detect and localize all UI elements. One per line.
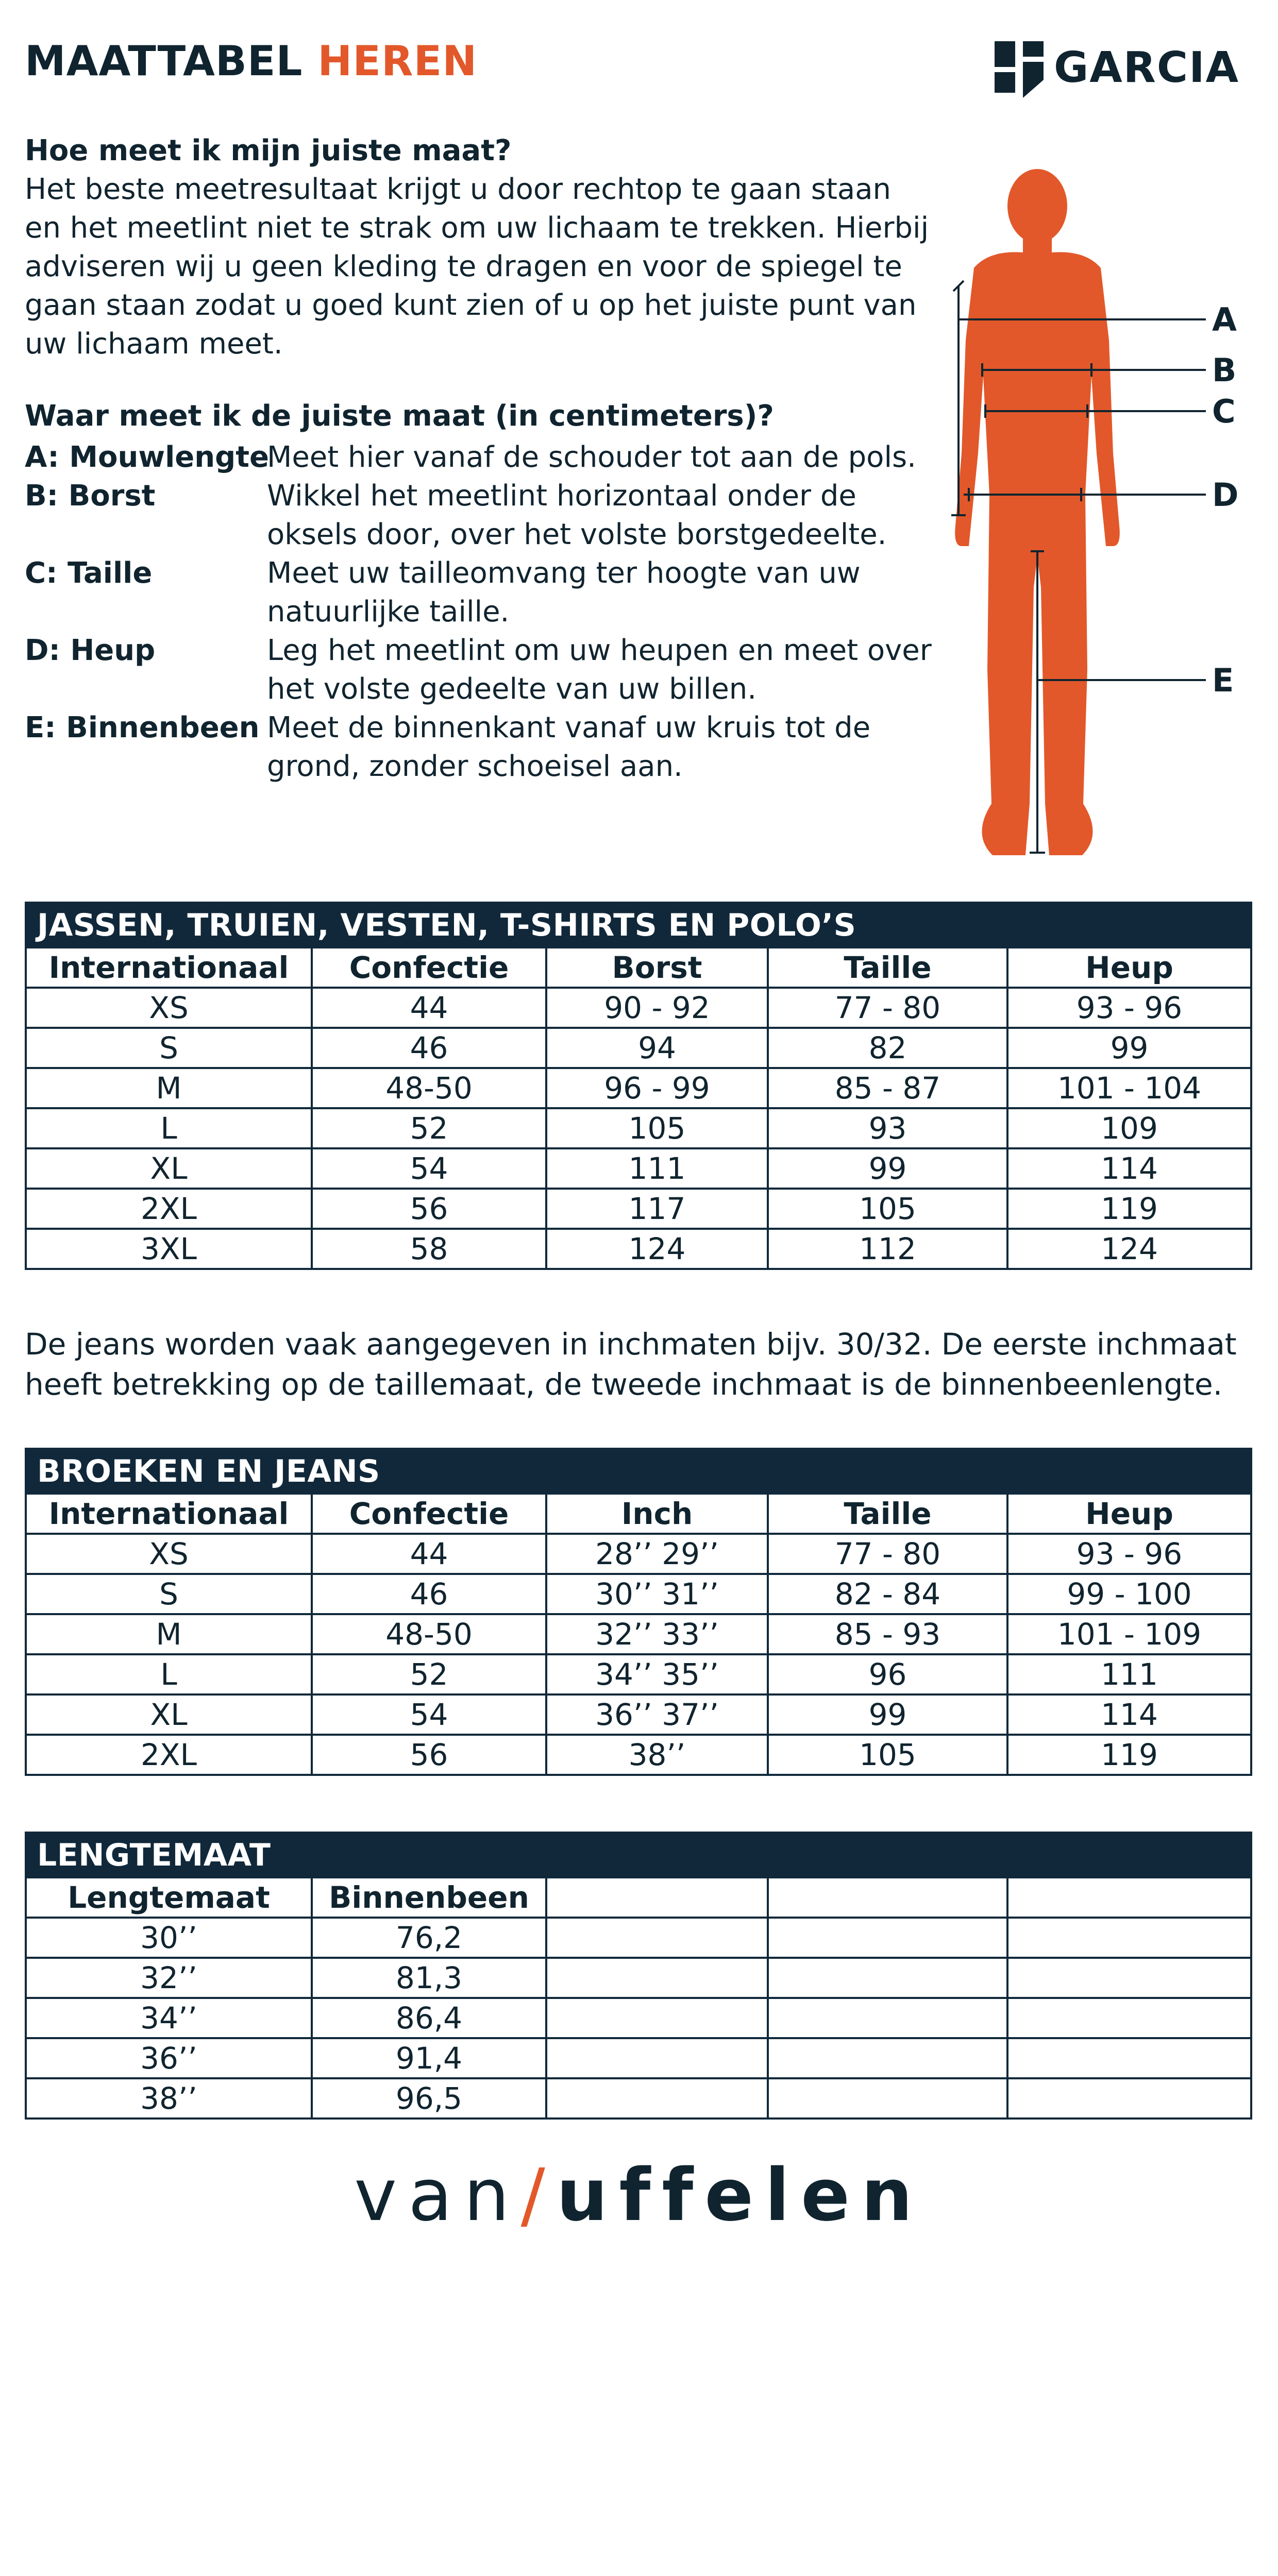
label-b: B <box>1212 351 1237 389</box>
measure-desc: Meet hier vanaf de schouder tot aan de pols. <box>267 440 916 474</box>
table-cell <box>1007 1998 1251 2038</box>
column-header: Binnenbeen <box>312 1877 546 1918</box>
table-cell: 93 - 96 <box>1007 1534 1251 1574</box>
table-cell: 94 <box>546 1028 768 1068</box>
column-header: Confectie <box>312 1494 546 1534</box>
table-header-row <box>26 947 1251 988</box>
table-cell: 52 <box>312 1654 546 1694</box>
title-accent: HEREN <box>317 37 478 85</box>
table-cell: 85 - 93 <box>768 1614 1007 1654</box>
table-cell: 99 <box>768 1694 1007 1735</box>
table-cell: 38’’ <box>26 2078 312 2119</box>
table-header-row <box>26 1494 1251 1534</box>
table-row <box>26 1534 1251 1574</box>
table-cell: 32’’ 33’’ <box>546 1614 768 1654</box>
table-title: JASSEN, TRUIEN, VESTEN, T-SHIRTS EN POLO’S <box>26 903 1251 947</box>
logo-part-uffelen: uffelen <box>556 2154 924 2238</box>
table-cell: 36’’ 37’’ <box>546 1694 768 1735</box>
table-row <box>26 1148 1251 1189</box>
table-cell: 124 <box>1007 1229 1251 1269</box>
table-row <box>26 1614 1251 1654</box>
table-cell: 99 - 100 <box>1007 1574 1251 1614</box>
measure-key: D: Heup <box>25 634 156 667</box>
table-cell: 44 <box>312 1534 546 1574</box>
table-row <box>26 1068 1251 1108</box>
column-header: Heup <box>1007 1494 1251 1534</box>
table-cell: 46 <box>312 1028 546 1068</box>
table-cell: 30’’ <box>26 1918 312 1958</box>
measure-key: A: Mouwlengte <box>25 440 269 474</box>
table-cell: 90 - 92 <box>546 988 768 1028</box>
table-cell: 112 <box>768 1229 1007 1269</box>
jeans-note: De jeans worden vaak aangegeven in inchmaten bijv. 30/32. De eerste inchmaat heeft betrekking op de taillemaat, de tweede inchmaat is de binnenbeenlengte. <box>25 1327 1237 1402</box>
table-row <box>26 1918 1251 1958</box>
title-main: MAATTABEL <box>25 37 303 85</box>
table-cell: L <box>26 1108 312 1148</box>
table-cell: XL <box>26 1148 312 1189</box>
table-cell <box>546 1958 768 1998</box>
measure-key: B: Borst <box>25 479 156 513</box>
column-header: Inch <box>546 1494 768 1534</box>
table-cell <box>768 2078 1007 2119</box>
table-cell: 109 <box>1007 1108 1251 1148</box>
body-figure <box>917 165 1278 876</box>
measure-desc: Meet uw tailleomvang ter hoogte van uw natuurlijke taille. <box>267 556 861 629</box>
table-row <box>26 2078 1251 2119</box>
table-cell: 2XL <box>26 1189 312 1229</box>
table-cell: M <box>26 1614 312 1654</box>
table-cell: XL <box>26 1694 312 1735</box>
intro-question: Hoe meet ik mijn juiste maat? <box>25 134 512 167</box>
label-a: A <box>1212 301 1237 338</box>
column-header <box>768 1877 1007 1918</box>
table-cell: XS <box>26 1534 312 1574</box>
table-cell: S <box>26 1028 312 1068</box>
table-cell: 81,3 <box>312 1958 546 1998</box>
table-cell: 124 <box>546 1229 768 1269</box>
table-cell: 54 <box>312 1694 546 1735</box>
table-cell: 56 <box>312 1735 546 1775</box>
table-cell: 2XL <box>26 1735 312 1775</box>
table-row <box>26 1654 1251 1694</box>
logo-part-van: van <box>354 2154 521 2238</box>
table-cell <box>768 1918 1007 1958</box>
column-header: Taille <box>768 947 1007 988</box>
table-cell: 32’’ <box>26 1958 312 1998</box>
column-header: Borst <box>546 947 768 988</box>
table-cell: 56 <box>312 1189 546 1229</box>
table-cell: 52 <box>312 1108 546 1148</box>
table-cell: 58 <box>312 1229 546 1269</box>
measure-desc: Leg het meetlint om uw heupen en meet over het volste gedeelte van uw billen. <box>267 634 932 706</box>
table-cell: 36’’ <box>26 2038 312 2078</box>
table-row <box>26 1735 1251 1775</box>
table-cell: 96 <box>768 1654 1007 1694</box>
table-pants <box>25 1448 1252 1776</box>
table-cell <box>768 1998 1007 2038</box>
table-cell: 3XL <box>26 1229 312 1269</box>
table-cell <box>768 2038 1007 2078</box>
column-header <box>546 1877 768 1918</box>
table-cell: 101 - 109 <box>1007 1614 1251 1654</box>
measure-question: Waar meet ik de juiste maat (in centimeters)? <box>25 399 774 433</box>
table-row <box>26 1958 1251 1998</box>
table-cell: 111 <box>546 1148 768 1189</box>
table-cell: 48-50 <box>312 1614 546 1654</box>
table-cell: 44 <box>312 988 546 1028</box>
table-cell: 82 <box>768 1028 1007 1068</box>
table-cell: 96,5 <box>312 2078 546 2119</box>
table-row <box>26 1189 1251 1229</box>
table-length <box>25 1832 1252 2120</box>
table-cell: 117 <box>546 1189 768 1229</box>
brand-name: GARCIA <box>1054 43 1240 92</box>
table-row <box>26 1574 1251 1614</box>
table-cell: 96 - 99 <box>546 1068 768 1108</box>
body-silhouette-icon <box>917 165 1278 876</box>
table-cell <box>1007 1918 1251 1958</box>
table-row <box>26 1998 1251 2038</box>
table-cell: 93 <box>768 1108 1007 1148</box>
table-cell: 101 - 104 <box>1007 1068 1251 1108</box>
table-cell: 93 - 96 <box>1007 988 1251 1028</box>
table-cell <box>1007 2078 1251 2119</box>
table-cell: 111 <box>1007 1654 1251 1694</box>
table-cell: 48-50 <box>312 1068 546 1108</box>
measure-key: C: Taille <box>25 556 153 590</box>
table-cell <box>1007 1958 1251 1998</box>
measure-desc: Meet de binnenkant vanaf uw kruis tot de grond, zonder schoeisel aan. <box>267 711 871 783</box>
table-cell: 77 - 80 <box>768 1534 1007 1574</box>
column-header: Internationaal <box>26 1494 312 1534</box>
garcia-mark-icon <box>995 41 1046 98</box>
garcia-logo <box>995 41 1240 98</box>
table-cell <box>1007 2038 1251 2078</box>
table-cell <box>546 2038 768 2078</box>
table-row <box>26 1108 1251 1148</box>
table-cell: 86,4 <box>312 1998 546 2038</box>
table-cell: 114 <box>1007 1694 1251 1735</box>
table-cell: 82 - 84 <box>768 1574 1007 1614</box>
table-cell: 54 <box>312 1148 546 1189</box>
table-cell: 46 <box>312 1574 546 1614</box>
table-cell: 114 <box>1007 1148 1251 1189</box>
table-cell <box>546 1918 768 1958</box>
table-cell: M <box>26 1068 312 1108</box>
table-cell: 105 <box>768 1189 1007 1229</box>
table-cell: 99 <box>768 1148 1007 1189</box>
table-cell: L <box>26 1654 312 1694</box>
table-cell <box>546 2078 768 2119</box>
table-cell: 85 - 87 <box>768 1068 1007 1108</box>
table-cell: 91,4 <box>312 2038 546 2078</box>
table-cell: 105 <box>546 1108 768 1148</box>
column-header: Confectie <box>312 947 546 988</box>
table-jackets <box>25 902 1252 1270</box>
measure-key: E: Binnenbeen <box>25 711 260 744</box>
intro-text: Het beste meetresultaat krijgt u door rechtop te gaan staan en het meetlint niet te strak om uw lichaam te trekken. Hierbij adviseren wij u geen kleding te dragen en voor de spiegel te gaan staan zodat u goed kunt zien of u op het juiste punt van uw lichaam meet. <box>25 173 929 361</box>
table-cell: S <box>26 1574 312 1614</box>
logo-slash: / <box>520 2154 557 2238</box>
table-cell: 30’’ 31’’ <box>546 1574 768 1614</box>
table-header-row <box>26 1877 1251 1918</box>
table-row <box>26 988 1251 1028</box>
label-d: D <box>1212 476 1239 514</box>
table-row <box>26 1229 1251 1269</box>
intro-section <box>25 131 932 363</box>
table-row <box>26 1694 1251 1735</box>
column-header: Heup <box>1007 947 1251 988</box>
table-row <box>26 2038 1251 2078</box>
column-header: Lengtemaat <box>26 1877 312 1918</box>
table-cell: 38’’ <box>546 1735 768 1775</box>
column-header: Internationaal <box>26 947 312 988</box>
table-cell: 34’’ 35’’ <box>546 1654 768 1694</box>
table-cell <box>546 1998 768 2038</box>
column-header <box>1007 1877 1251 1918</box>
table-cell: 119 <box>1007 1735 1251 1775</box>
measure-desc: Wikkel het meetlint horizontaal onder de oksels door, over het volste borstgedeelte. <box>267 479 887 551</box>
column-header: Taille <box>768 1494 1007 1534</box>
table-cell: XS <box>26 988 312 1028</box>
table-cell: 76,2 <box>312 1918 546 1958</box>
table-cell: 99 <box>1007 1028 1251 1068</box>
table-title: LENGTEMAAT <box>26 1833 1251 1877</box>
table-title: BROEKEN EN JEANS <box>26 1449 1251 1494</box>
table-cell: 105 <box>768 1735 1007 1775</box>
page-title <box>25 37 477 85</box>
van-uffelen-logo <box>0 2154 1278 2238</box>
table-row <box>26 1028 1251 1068</box>
table-cell: 77 - 80 <box>768 988 1007 1028</box>
table-cell <box>768 1958 1007 1998</box>
table-cell: 119 <box>1007 1189 1251 1229</box>
label-c: C <box>1212 393 1236 430</box>
table-cell: 28’’ 29’’ <box>546 1534 768 1574</box>
label-e: E <box>1212 662 1234 699</box>
table-cell: 34’’ <box>26 1998 312 2038</box>
